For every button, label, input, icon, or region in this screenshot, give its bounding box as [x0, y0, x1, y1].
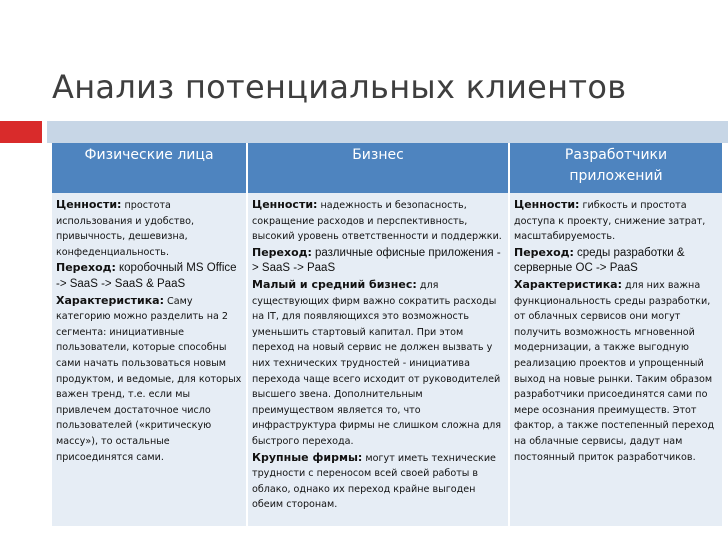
- header-individuals: Физические лица: [52, 143, 247, 193]
- business-smb: [252, 277, 504, 450]
- values-label: Ценности:: [514, 198, 580, 211]
- values-label: Ценности:: [56, 198, 122, 211]
- header-business: Бизнес: [247, 143, 509, 193]
- developers-transition: [514, 245, 718, 277]
- transition-text: различные офисные приложения -> SaaS -> PaaS: [252, 246, 501, 275]
- table-header-row: [52, 143, 722, 193]
- characteristic-text: Саму категорию можно разделить на 2 сегмента: инициативные пользователи, которые способны сами начать пользоваться новым продуктом, и ведомые, для которых важен тренд, т.е. если мы привлечем достаточное число пользователей («критическую массу»), то остальные присоединятся сами.: [56, 295, 242, 463]
- characteristic-text: для них важна функциональность среды разработки, от облачных сервисов они могут получить возможность мгновенной модернизации, а также выгодную реализацию проектов и упрощенный выход на новые рынки. Таким образом разработчики присоединятся сами по мере осознания преимуществ. Этот фактор, а также постепенный переход на облачные сервисы, дадут нам постоянный приток разработчиков.: [514, 279, 715, 463]
- transition-text: среды разработки & серверные ОС -> PaaS: [514, 246, 685, 275]
- smb-text: для существующих фирм важно сократить расходы на IT, для появляющихся это возможность уменьшить стартовый капитал. При этом переход на новый сервис не должен вызвать у них технических трудностей - инициатива перехода чаще всего исходит от руководителей высшего звена. Дополнительным преимуществом является то, что инфраструктура фирмы не слишком сложна для быстрого перехода.: [252, 279, 502, 447]
- accent-bar-red: [0, 121, 42, 143]
- developers-characteristic: [514, 277, 718, 465]
- accent-bar-blue: [47, 121, 728, 143]
- business-large: [252, 450, 504, 513]
- table-body-row: [52, 193, 722, 526]
- clients-table: [52, 143, 722, 526]
- values-text: надежность и безопасность, сокращение расходов и перспективность, высокий уровень ответственности и поддержки.: [252, 200, 502, 243]
- transition-label: Переход:: [56, 261, 116, 275]
- developers-values: [514, 197, 718, 245]
- large-text: могут иметь технические трудности с переносом всей своей работы в облако, однако их переход крайне выгоден обеим сторонам.: [252, 452, 496, 511]
- characteristic-label: Характеристика:: [56, 293, 164, 307]
- header-developers: Разработчики приложений: [509, 143, 722, 193]
- characteristic-label: Характеристика:: [514, 277, 622, 291]
- values-text: гибкость и простота доступа к проекту, снижение затрат, масштабируемость.: [514, 200, 706, 243]
- individuals-values: [56, 197, 242, 260]
- business-transition: [252, 245, 504, 277]
- values-label: Ценности:: [252, 198, 318, 211]
- smb-label: Малый и средний бизнес:: [252, 277, 417, 291]
- transition-label: Переход:: [514, 245, 574, 259]
- transition-label: Переход:: [252, 245, 312, 259]
- individuals-transition: [56, 260, 242, 292]
- transition-text: коробочный MS Office -> SaaS -> SaaS & PaaS: [56, 262, 237, 290]
- individuals-characteristic: [56, 293, 242, 466]
- cell-business: [247, 193, 509, 526]
- large-label: Крупные фирмы:: [252, 450, 363, 464]
- slide-title: Анализ потенциальных клиентов: [52, 68, 627, 106]
- cell-individuals: [52, 193, 247, 526]
- business-values: [252, 197, 504, 245]
- values-text: простота использования и удобство, привычность, дешевизна, конфеденциальность.: [56, 200, 195, 258]
- cell-developers: [509, 193, 722, 526]
